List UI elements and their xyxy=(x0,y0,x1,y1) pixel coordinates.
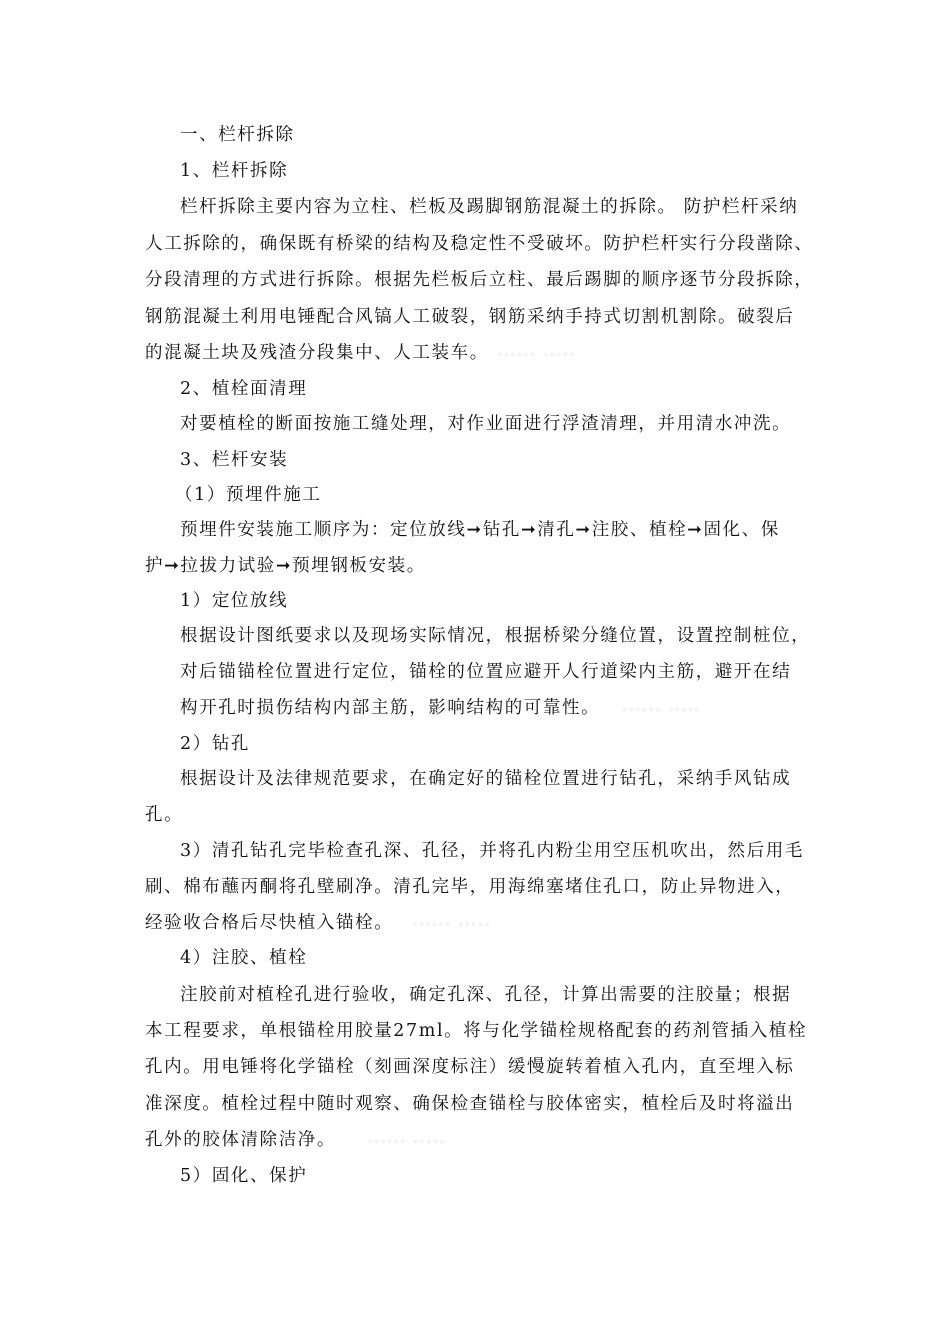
paragraph-line: 根据设计及法律规范要求，在确定好的锚栓位置进行钻孔，采纳手风钻成 xyxy=(180,769,792,789)
paragraph-line: 护➞拉拔力试验➞预埋钢板安装。 xyxy=(145,556,426,576)
subsection-heading: 2、植栓面清理 xyxy=(180,379,308,399)
section-heading: 一、栏杆拆除 xyxy=(180,125,295,145)
paragraph-line: 根据设计图纸要求以及现场实际情况，根据桥梁分缝位置，设置控制桩位， xyxy=(180,626,811,646)
paragraph-line: 分段清理的方式进行拆除。根据先栏板后立柱、最后踢脚的顺序逐节分段拆除， xyxy=(145,270,814,290)
step-heading: 5）固化、保护 xyxy=(180,1166,308,1186)
paragraph-line: 准深度。植栓过程中随时观察、确保检查锚栓与胶体密实，植栓后及时将溢出 xyxy=(145,1094,795,1114)
paragraph-line: 本工程要求，单根锚栓用胶量27ml。将与化学锚栓规格配套的药剂管插入植栓 xyxy=(145,1021,808,1041)
paragraph-line: 对要植栓的断面按施工缝处理，对作业面进行浮渣清理，并用清水冲洗。 xyxy=(180,414,792,434)
paragraph-line: 预埋件安装施工顺序为：定位放线➞钻孔➞清孔➞注胶、植栓➞固化、保 xyxy=(180,520,780,540)
paragraph-line: 注胶前对植栓孔进行验收，确定孔深、孔径，计算出需要的注胶量；根据 xyxy=(180,985,792,1005)
subsection-heading: 1、栏杆拆除 xyxy=(180,161,289,181)
watermark: ▪▪▪▪▪▪ ▪▪▪▪▪ xyxy=(367,1136,446,1147)
step-heading: 1）定位放线 xyxy=(180,591,289,611)
paragraph-line: 孔。 xyxy=(145,805,184,825)
paragraph-line: 3）清孔钻孔完毕检查孔深、孔径，并将孔内粉尘用空压机吹出，然后用毛 xyxy=(180,841,804,861)
step-heading: 2）钻孔 xyxy=(180,734,251,754)
paragraph-line: 对后锚锚栓位置进行定位，锚栓的位置应避开人行道梁内主筋，避开在结 xyxy=(180,662,792,682)
paragraph-line: 刷、棉布蘸丙酮将孔壁刷净。清孔完毕，用海绵塞堵住孔口，防止异物进入， xyxy=(145,877,795,897)
step-heading: 4）注胶、植栓 xyxy=(180,948,308,968)
subsection-heading: 3、栏杆安装 xyxy=(180,450,289,470)
paragraph-line: 钢筋混凝土利用电锤配合风镐人工破裂，钢筋采纳手持式切割机割除。破裂后 xyxy=(145,307,795,327)
paragraph-line: 构开孔时损伤结构内部主筋，影响结构的可靠性。 xyxy=(180,698,601,718)
paragraph-line: 孔内。用电锤将化学锚栓（刻画深度标注）缓慢旋转着植入孔内，直至埋入标 xyxy=(145,1057,795,1077)
item-heading: （1）预埋件施工 xyxy=(175,485,322,505)
watermark: ▪▪▪▪▪▪ ▪▪▪▪▪ xyxy=(622,704,701,715)
watermark: ▪▪▪▪▪▪ ▪▪▪▪▪ xyxy=(497,349,576,360)
watermark: ▪▪▪▪▪▪ ▪▪▪▪▪ xyxy=(412,919,491,930)
paragraph-line: 人工拆除的，确保既有桥梁的结构及稳定性不受破坏。防护栏杆实行分段凿除、 xyxy=(145,234,814,254)
paragraph-line: 的混凝土块及残渣分段集中、人工装车。 xyxy=(145,343,489,363)
paragraph-line: 栏杆拆除主要内容为立柱、栏板及踢脚钢筋混凝土的拆除。 防护栏杆采纳 xyxy=(180,197,799,217)
paragraph-line: 孔外的胶体清除洁净。 xyxy=(145,1130,336,1150)
paragraph-line: 经验收合格后尽快植入锚栓。 xyxy=(145,913,394,933)
